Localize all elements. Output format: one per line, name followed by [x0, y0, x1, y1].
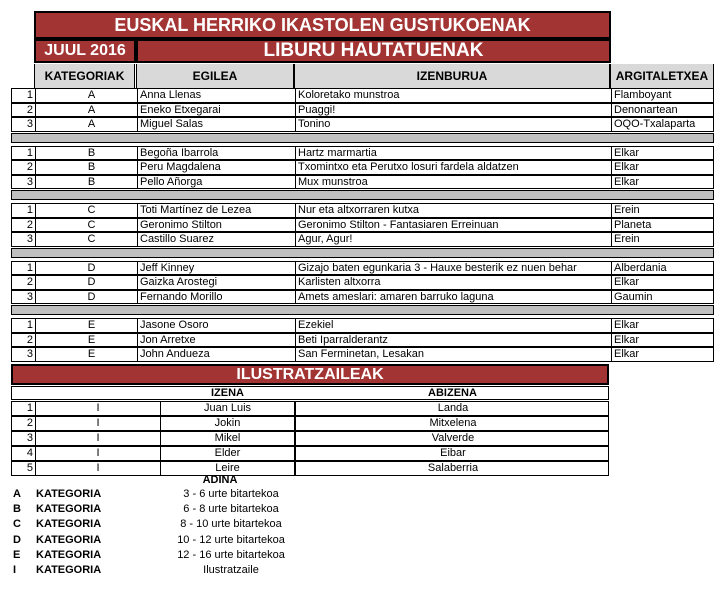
header-title: IZENBURUA: [294, 64, 610, 88]
row-category: A: [35, 104, 147, 117]
legend-word: KATEGORIA: [36, 503, 102, 516]
row-title: Geronimo Stilton - Fantasiaren Erreinuan: [295, 219, 611, 232]
row-category: E: [35, 348, 147, 361]
row-category: A: [35, 118, 147, 131]
legend-age: 10 - 12 urte bitartekoa: [177, 533, 285, 546]
legend-age: 6 - 8 urte bitartekoa: [183, 503, 279, 516]
book-row: [11, 203, 714, 218]
legend-word: KATEGORIA: [36, 548, 102, 561]
row-author: Castillo Suarez: [137, 233, 295, 246]
header-category: KATEGORIAK: [34, 64, 135, 88]
illustrator-surname: Salaberria: [295, 462, 610, 475]
row-title: Beti Iparralderantz: [295, 334, 611, 347]
row-publisher: Elkar: [611, 348, 714, 361]
row-category: E: [35, 334, 147, 347]
section-title-illustrators: ILUSTRATZAILEAK: [11, 364, 609, 385]
row-publisher: OQO-Txalaparta: [611, 118, 714, 131]
row-number: 1: [26, 261, 33, 274]
book-row: [11, 333, 714, 348]
legend-row: [13, 549, 313, 564]
row-publisher: Erein: [611, 233, 714, 246]
row-publisher: Elkar: [611, 276, 714, 289]
row-publisher: Alberdania: [611, 262, 714, 275]
row-number: 3: [26, 348, 33, 360]
illustrator-row: [11, 401, 609, 416]
row-title: Txomintxo eta Perutxo losuri fardela aldatzen: [295, 161, 611, 174]
legend-row: [13, 518, 313, 533]
legend-row: [13, 503, 313, 518]
row-author: Eneko Etxegarai: [137, 104, 295, 117]
row-category: I: [35, 462, 160, 475]
row-category: D: [35, 276, 147, 289]
row-publisher: Planeta: [611, 219, 714, 232]
row-publisher: Elkar: [611, 176, 714, 189]
row-title: Agur, Agur!: [295, 233, 611, 246]
row-number: 1: [26, 89, 33, 101]
legend-row: [13, 534, 313, 549]
row-publisher: Gaumin: [611, 291, 714, 304]
row-title: Puaggi!: [295, 104, 611, 117]
row-category: B: [35, 147, 147, 160]
illustrator-surname: Valverde: [295, 432, 610, 445]
row-number: 1: [26, 319, 33, 331]
header-publisher: ARGITALETXEA: [610, 64, 714, 88]
header-surname: ABIZENA: [428, 387, 477, 399]
legend-word: KATEGORIA: [36, 518, 102, 531]
illustrator-surname: Eibar: [295, 447, 610, 460]
book-row: [11, 218, 714, 233]
group-separator: [11, 190, 714, 200]
illustrator-row: [11, 416, 609, 431]
row-author: Jasone Osoro: [137, 319, 295, 332]
legend-letter: E: [13, 548, 21, 561]
row-title: Amets ameslari: amaren barruko laguna: [295, 291, 611, 304]
row-author: Jon Arretxe: [137, 334, 295, 347]
book-row: [11, 318, 714, 333]
row-number: 1: [26, 204, 33, 216]
row-publisher: Denonartean: [611, 104, 714, 117]
legend-letter: B: [13, 503, 21, 516]
row-number: 3: [26, 175, 33, 188]
row-publisher: Elkar: [611, 334, 714, 347]
illustrator-name: Mikel: [160, 432, 295, 445]
book-row: [11, 261, 714, 276]
row-number: 5: [26, 462, 33, 474]
row-number: 1: [26, 146, 33, 159]
row-author: Pello Añorga: [137, 176, 295, 189]
legend-age: 3 - 6 urte bitartekoa: [183, 488, 279, 500]
illustrator-name: Leire: [160, 462, 295, 475]
group-separator: [11, 305, 714, 315]
row-number: 2: [26, 103, 33, 116]
row-category: I: [35, 447, 160, 460]
row-number: 2: [26, 417, 33, 429]
legend-age: Ilustratzaile: [203, 564, 259, 576]
row-author: Miguel Salas: [137, 118, 295, 131]
header-name: IZENA: [211, 387, 244, 399]
row-category: E: [35, 319, 147, 332]
book-row: [11, 290, 714, 305]
legend-row: [13, 488, 313, 503]
book-row: [11, 175, 714, 190]
book-row: [11, 146, 714, 161]
book-row: [11, 103, 714, 118]
row-number: 2: [26, 161, 33, 173]
row-category: C: [35, 204, 147, 217]
row-author: John Andueza: [137, 348, 295, 361]
row-category: D: [35, 291, 147, 304]
row-title: Hartz marmartia: [295, 147, 611, 160]
row-author: Toti Martínez de Lezea: [137, 204, 295, 217]
row-number: 4: [26, 447, 33, 459]
book-row: [11, 275, 714, 290]
row-number: 2: [26, 218, 33, 231]
legend-row: [13, 564, 313, 579]
legend-word: KATEGORIA: [36, 488, 102, 500]
row-author: Geronimo Stilton: [137, 219, 295, 232]
book-row: [11, 117, 714, 132]
legend-letter: C: [13, 518, 21, 531]
illustrators-header: [11, 386, 609, 400]
row-number: 2: [26, 276, 33, 288]
row-author: Peru Magdalena: [137, 161, 295, 174]
legend-letter: A: [13, 488, 21, 500]
row-publisher: Elkar: [611, 161, 714, 174]
legend-letter: D: [13, 533, 21, 546]
row-title: Mux munstroa: [295, 176, 611, 189]
legend-word: KATEGORIA: [36, 564, 102, 576]
row-category: I: [35, 417, 160, 430]
row-category: B: [35, 176, 147, 189]
illustrator-surname: Mitxelena: [295, 417, 610, 430]
group-separator: [11, 133, 714, 143]
date-label: JUUL 2016: [34, 39, 136, 63]
row-publisher: Erein: [611, 204, 714, 217]
row-title: Tonino: [295, 118, 611, 131]
row-category: I: [35, 432, 160, 445]
row-publisher: Flamboyant: [611, 89, 714, 102]
row-author: Gaizka Arostegi: [137, 276, 295, 289]
row-number: 3: [26, 432, 33, 444]
row-category: C: [35, 219, 147, 232]
legend-letter: I: [13, 564, 17, 576]
illustrator-surname: Landa: [295, 402, 610, 415]
row-author: Fernando Morillo: [137, 291, 295, 304]
legend-word: KATEGORIA: [36, 533, 102, 546]
row-number: 2: [26, 333, 33, 346]
row-category: B: [35, 161, 147, 174]
illustrator-row: [11, 431, 609, 446]
book-row: [11, 347, 714, 362]
row-title: Nur eta altxorraren kutxa: [295, 204, 611, 217]
book-row: [11, 232, 714, 247]
header-author: EGILEA: [136, 64, 294, 88]
row-publisher: Elkar: [611, 319, 714, 332]
illustrator-name: Jokin: [160, 417, 295, 430]
row-number: 3: [26, 290, 33, 303]
group-separator: [11, 248, 714, 258]
section-title-books: LIBURU HAUTATUENAK: [136, 39, 611, 63]
book-row: [11, 160, 714, 175]
row-author: Jeff Kinney: [137, 262, 295, 275]
row-author: Begoña Ibarrola: [137, 147, 295, 160]
main-title: EUSKAL HERRIKO IKASTOLEN GUSTUKOENAK: [34, 11, 611, 39]
illustrator-row: [11, 446, 609, 461]
illustrator-name: Elder: [160, 447, 295, 460]
row-author: Anna Llenas: [137, 89, 295, 102]
row-number: 3: [26, 118, 33, 130]
illustrator-row: [11, 461, 609, 476]
row-category: C: [35, 233, 147, 246]
legend-age-header: ADINA: [202, 474, 238, 486]
row-number: 3: [26, 233, 33, 245]
legend-age: 8 - 10 urte bitartekoa: [180, 518, 282, 531]
row-title: Karlisten altxorra: [295, 276, 611, 289]
row-title: Koloretako munstroa: [295, 89, 611, 102]
row-title: Ezekiel: [295, 319, 611, 332]
row-category: D: [35, 262, 147, 275]
row-category: I: [35, 402, 160, 415]
illustrator-name: Juan Luis: [160, 402, 295, 415]
row-number: 1: [26, 402, 33, 414]
row-title: Gizajo baten egunkaria 3 - Hauxe besterik ez nuen behar: [295, 262, 611, 275]
legend-age: 12 - 16 urte bitartekoa: [177, 548, 285, 561]
row-publisher: Elkar: [611, 147, 714, 160]
row-title: San Ferminetan, Lesakan: [295, 348, 611, 361]
book-row: [11, 88, 714, 103]
row-category: A: [35, 89, 147, 102]
